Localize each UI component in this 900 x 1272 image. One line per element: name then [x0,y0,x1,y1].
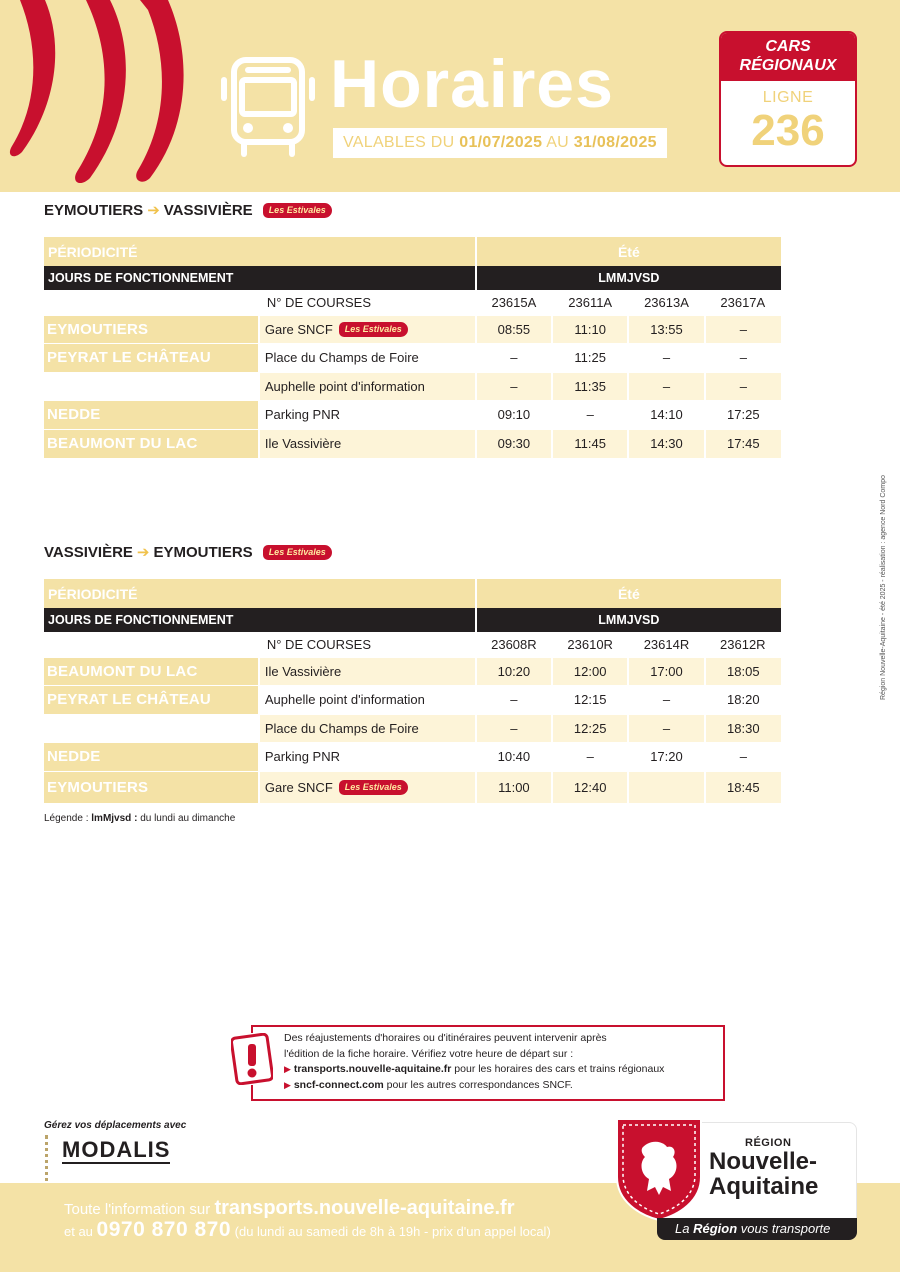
play-triangle-icon: ▶ [284,1079,291,1090]
departure-time: – [705,344,781,373]
date-from: 01/07/2025 [459,134,543,151]
footer-hours: (du lundi au samedi de 8h à 19h - prix d'un appel local) [234,1224,551,1239]
departure-time: 09:10 [476,401,552,430]
validity-dates [333,128,667,158]
notice-link-row [284,1078,664,1094]
departure-time: 11:35 [552,372,628,401]
departure-time: 18:20 [705,686,781,715]
validity-prefix: VALABLES DU [343,134,455,151]
departure-time: – [476,714,552,743]
timetable-outbound [44,237,781,458]
badge-line1: CARS [765,38,811,55]
legend-text: du lundi au dimanche [140,813,236,824]
departure-time: 12:15 [552,686,628,715]
stop-row [44,372,781,401]
route-to: VASSIVIÈRE [163,201,253,219]
estivales-logo: Les Estivales [339,780,408,795]
departure-time: – [628,686,704,715]
stop-row [44,657,781,686]
courses-row [44,290,781,315]
departure-time: 18:05 [705,657,781,686]
periodicity-row [44,579,781,608]
stop-row [44,743,781,772]
region-name [709,1149,818,1199]
stop-row [44,429,781,458]
badge-ligne-label: LIGNE [762,89,814,106]
days-value: LMMJVSD [476,266,781,290]
legend-prefix: Légende : [44,813,89,824]
city-name: NEDDE [44,743,259,772]
departure-time: 11:10 [552,315,628,344]
tagline-post: vous transporte [740,1221,831,1236]
departure-time: 13:55 [628,315,704,344]
course-number: 23608R [476,632,552,657]
courses-row [44,632,781,657]
arrow-right-icon: ➔ [147,202,160,219]
departure-time: 12:40 [552,771,628,803]
stop-name: Gare SNCF [264,321,333,337]
footer-prefix: Toute l'information sur [64,1201,211,1218]
notice-link-sncf[interactable]: sncf-connect.com [293,1078,384,1091]
legend [44,813,235,824]
stop-name: Ile Vassivière [259,657,476,686]
footer-line1 [64,1197,515,1220]
course-number: 23615A [476,290,552,315]
departure-time [628,771,704,803]
departure-time: 17:20 [628,743,704,772]
warning-icon [231,1033,273,1085]
departure-time: – [552,743,628,772]
departure-time: 17:45 [705,429,781,458]
periodicity-row [44,237,781,266]
departure-time: – [628,372,704,401]
stop-name: Place du Champs de Foire [259,344,476,373]
region-word: RÉGION [745,1137,792,1149]
city-name: PEYRAT LE CHÂTEAU [44,686,259,715]
badge-line-number: 236 [751,106,825,155]
region-tagline [657,1218,857,1240]
departure-time: 17:00 [628,657,704,686]
city-name: NEDDE [44,401,259,430]
stop-name: Parking PNR [259,401,476,430]
periodicity-label: PÉRIODICITÉ [44,579,476,608]
departure-time: 11:25 [552,344,628,373]
stop-name: Gare SNCF [264,779,333,795]
estivales-logo: Les Estivales [339,322,408,337]
departure-time: – [476,372,552,401]
departure-time: – [705,743,781,772]
footer-line2 [64,1218,551,1242]
departure-time: – [705,315,781,344]
periodicity-label: PÉRIODICITÉ [44,237,476,266]
departure-time: 10:20 [476,657,552,686]
stop-name: Ile Vassivière [259,429,476,458]
legend-code: lmMjvsd : [91,813,138,824]
departure-time: 18:45 [705,771,781,803]
page-title: Horaires [330,46,614,122]
departure-time: 17:25 [705,401,781,430]
city-name: EYMOUTIERS [44,771,259,803]
notice-text [284,1031,664,1093]
course-number: 23614R [628,632,704,657]
arrow-right-icon: ➔ [136,544,150,561]
footer-phone[interactable]: 0970 870 870 [96,1218,232,1241]
notice-link2-text: pour les autres correspondances SNCF. [386,1078,573,1091]
badge-line2: RÉGIONAUX [739,57,837,74]
stop-cell [259,771,476,803]
courses-spacer [44,632,259,657]
departure-time: 12:25 [552,714,628,743]
days-row [44,266,781,290]
stop-cell [259,315,476,344]
estivales-logo: Les Estivales [263,203,332,218]
city-name: EYMOUTIERS [44,315,259,344]
courses-label: N° DE COURSES [259,632,476,657]
modalis-caption: Gérez vos déplacements avec [44,1120,187,1131]
stop-row [44,771,781,803]
notice-box [231,1025,725,1101]
departure-time: 09:30 [476,429,552,458]
notice-link1-text: pour les horaires des cars et trains régionaux [454,1063,665,1075]
route-title-return [44,543,332,561]
swoosh-icon [0,0,210,192]
departure-time: 10:40 [476,743,552,772]
stop-row [44,714,781,743]
footer-site-link[interactable]: transports.nouvelle-aquitaine.fr [214,1197,515,1219]
stop-row [44,401,781,430]
estivales-logo: Les Estivales [263,545,332,560]
route-title-outbound [44,201,332,219]
days-label: JOURS DE FONCTIONNEMENT [44,266,476,290]
stop-row [44,344,781,373]
route-from: VASSIVIÈRE [44,543,133,561]
course-number: 23611A [552,290,628,315]
departure-time: – [552,401,628,430]
departure-time: – [628,714,704,743]
departure-time: – [628,344,704,373]
periodicity-value: Été [476,579,781,608]
stop-name: Parking PNR [259,743,476,772]
timetable-return [44,579,781,803]
modalis-logo[interactable]: MODALIS [62,1137,171,1162]
region-name-line2: Aquitaine [709,1173,819,1200]
validity-mid: AU [546,134,570,151]
notice-line1: Des réajustements d'horaires ou d'itinéraires peuvent intervenir après [284,1032,607,1044]
lion-shield-icon [613,1117,705,1221]
bus-icon [218,56,318,160]
departure-time: – [705,372,781,401]
departure-time: 18:30 [705,714,781,743]
city-name: PEYRAT LE CHÂTEAU [44,344,259,373]
departure-time: 12:00 [552,657,628,686]
notice-link-row [284,1062,664,1078]
days-label: JOURS DE FONCTIONNEMENT [44,608,476,632]
date-to: 31/08/2025 [573,134,657,151]
days-value: LMMJVSD [476,608,781,632]
route-from: EYMOUTIERS [44,201,144,219]
course-number: 23610R [552,632,628,657]
course-number: 23617A [705,290,781,315]
city-name: BEAUMONT DU LAC [44,657,259,686]
line-badge [719,31,857,167]
tagline-pre: La [675,1221,690,1236]
departure-time: 11:45 [552,429,628,458]
courses-label: N° DE COURSES [259,290,476,315]
city-name: BEAUMONT DU LAC [44,429,259,458]
route-to: EYMOUTIERS [153,543,253,561]
region-logo[interactable] [613,1117,858,1241]
city-name [44,372,259,401]
departure-time: 08:55 [476,315,552,344]
notice-link-transports[interactable]: transports.nouvelle-aquitaine.fr [293,1063,452,1075]
region-name-line1: Nouvelle- [709,1148,818,1175]
courses-spacer [44,290,259,315]
course-number: 23613A [628,290,704,315]
city-name [44,714,259,743]
departure-time: 14:10 [628,401,704,430]
tagline-bold: Région [693,1221,738,1236]
stop-name: Auphelle point d'information [259,686,476,715]
footer-phone-prefix: et au [64,1224,93,1239]
stop-name: Place du Champs de Foire [259,714,476,743]
play-triangle-icon: ▶ [284,1064,291,1074]
departure-time: 14:30 [628,429,704,458]
stop-name: Auphelle point d'information [259,372,476,401]
days-row [44,608,781,632]
notice-line2: l'édition de la fiche horaire. Vérifiez votre heure de départ sur : [284,1047,574,1060]
credit-text: Région Nouvelle-Aquitaine - été 2025 - réalisation : agence Nord Compo [880,475,887,700]
departure-time: – [476,344,552,373]
course-number: 23612R [705,632,781,657]
departure-time: 11:00 [476,771,552,803]
departure-time: – [476,686,552,715]
badge-brand [721,33,855,81]
stop-row [44,686,781,715]
stop-row [44,315,781,344]
periodicity-value: Été [476,237,781,266]
